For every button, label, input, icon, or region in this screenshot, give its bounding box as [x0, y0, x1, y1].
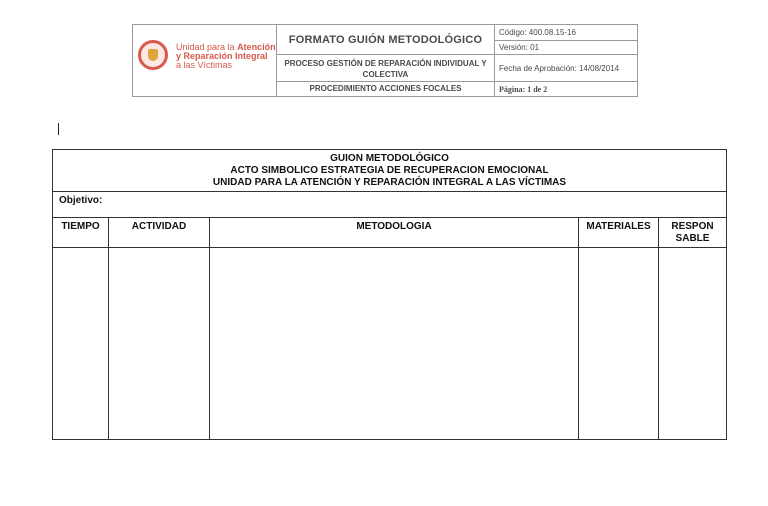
column-header-responsable: RESPON SABLE [659, 218, 726, 248]
column-header-tiempo: TIEMPO [53, 218, 108, 248]
column-header-metodologia: METODOLOGIA [210, 218, 578, 248]
methodology-table [52, 149, 727, 440]
column-divider [108, 218, 109, 439]
page-number: Página: 1 de 2 [499, 84, 548, 94]
document-code: Código: 400.08.15-16 [495, 25, 637, 41]
document-header [132, 24, 638, 97]
column-header-materiales: MATERIALES [579, 218, 658, 248]
procedure-name: PROCEDIMIENTO ACCIONES FOCALES [277, 82, 495, 96]
logo-text: Unidad para la Atención y Reparación Integral a las Víctimas [176, 42, 276, 70]
format-title: FORMATO GUIÓN METODOLÓGICO [277, 25, 495, 55]
column-divider [658, 218, 659, 439]
table-title: GUION METODOLÓGICO ACTO SIMBOLICO ESTRATEGIA DE RECUPERACION EMOCIONAL UNIDAD PARA LA ATENCIÓN Y REPARACIÓN INTEGRAL A LAS VÍCTIMAS [53, 150, 726, 192]
logo [133, 25, 277, 96]
text-cursor[interactable] [58, 123, 59, 135]
approval-date: Fecha de Aprobación: 14/08/2014 [495, 55, 637, 82]
column-divider [209, 218, 210, 439]
coat-of-arms-icon [138, 40, 168, 70]
column-header-actividad: ACTIVIDAD [109, 218, 209, 248]
objective-label: Objetivo: [59, 195, 103, 206]
document-version: Versión: 01 [495, 41, 637, 55]
column-divider [578, 218, 579, 439]
objective-row[interactable] [53, 192, 726, 218]
process-name: PROCESO GESTIÓN DE REPARACIÓN INDIVIDUAL Y COLECTIVA [277, 55, 495, 82]
